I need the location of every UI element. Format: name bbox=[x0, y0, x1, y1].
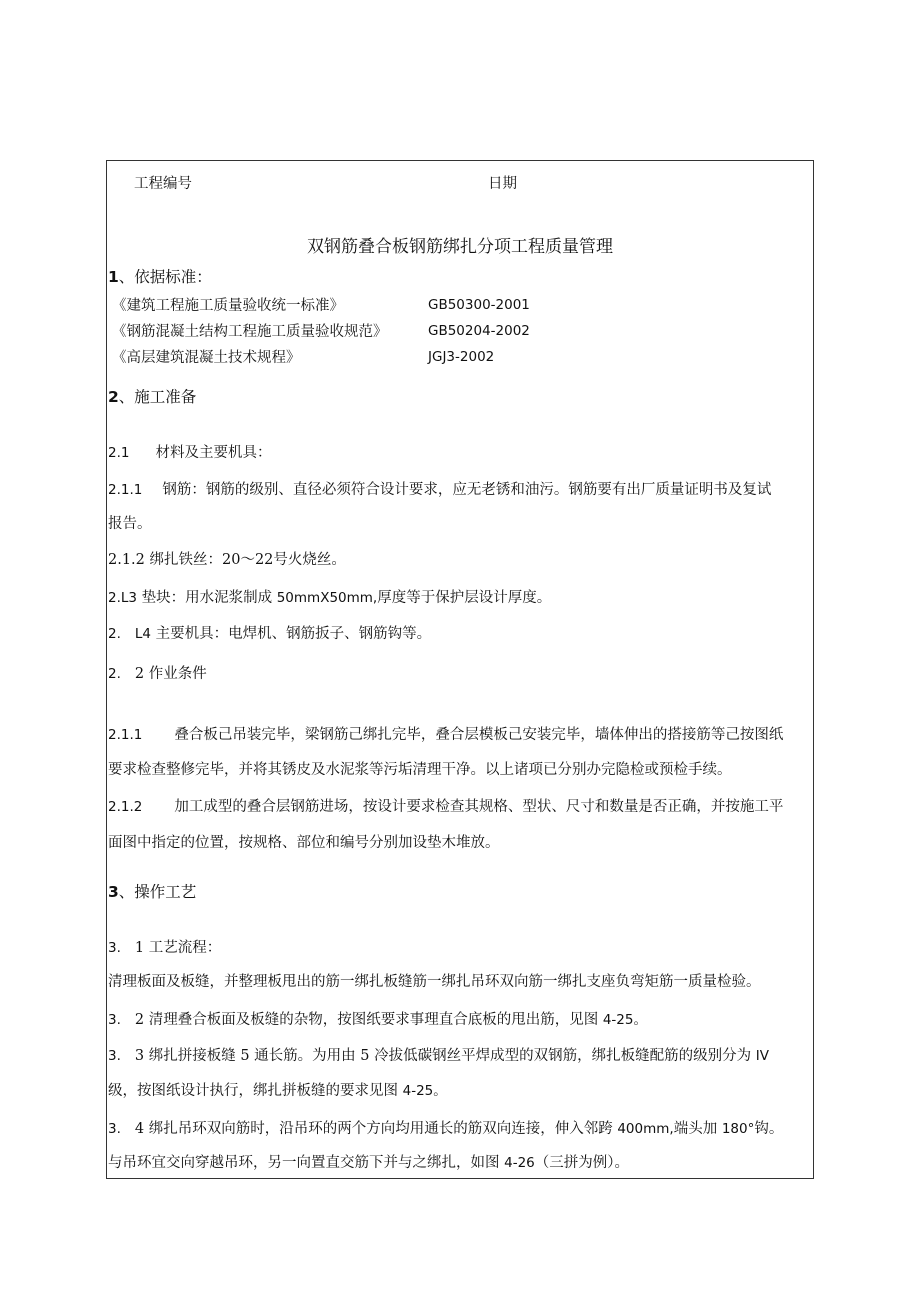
para-2-1-2: 2.1.2 绑扎铁丝：20～22号火烧丝。 bbox=[108, 552, 346, 568]
para-3-2 bbox=[108, 1013, 647, 1028]
section-3-number: 3 bbox=[108, 883, 119, 901]
para-cond-a-line1 bbox=[108, 728, 783, 743]
para-3-4-number: 3. bbox=[108, 1121, 121, 1137]
para-2-l3-number: 2.L3 bbox=[108, 590, 137, 606]
para-cond-b-text: 加工成型的叠合层钢筋进场，按设计要求检查其规格、型状、尺寸和数量是否正确，并按施工平 bbox=[174, 799, 784, 815]
para-cond-b-line2: 面图中指定的位置，按规格、部位和编号分别加设垫木堆放。 bbox=[108, 835, 500, 851]
para-2-l3 bbox=[108, 591, 551, 606]
para-cond-a-number: 2.1.1 bbox=[108, 727, 143, 743]
para-3-2-figure-ref: 4-25。 bbox=[602, 1012, 647, 1028]
section-3-title: 、操作工艺 bbox=[118, 883, 197, 901]
date-label: 日期 bbox=[488, 176, 517, 192]
para-2-1 bbox=[108, 446, 271, 461]
para-2-1-1-line1 bbox=[108, 483, 771, 498]
para-3-4-line2-text1: 与吊环宜交向穿越吊环，另一向置直交筋下并与之绑扎，如图 bbox=[108, 1155, 505, 1171]
para-3-3-text: 3 绑扎拼接板缝 5 通长筋。为用由 5 冷拔低碳钢丝平焊成型的双钢筋，绑扎板缝配筋的级别分为 bbox=[134, 1048, 756, 1064]
section-2-heading bbox=[108, 385, 196, 407]
para-2-l4-number: 2. bbox=[108, 626, 121, 642]
para-2-2-number: 2. bbox=[108, 666, 121, 682]
para-3-4-text2: 端头加 bbox=[673, 1121, 722, 1137]
para-cond-a-line2: 要求检查整修完毕，并将其锈皮及水泥浆等污垢清理干净。以上诸项已分别办完隐检或预检手续。 bbox=[108, 762, 732, 778]
para-3-4-text1: 4 绑扎吊环双向筋时，沿吊环的两个方向均用通长的筋双向连接，伸入邻跨 bbox=[134, 1121, 618, 1137]
section-1-number: 1 bbox=[108, 268, 119, 286]
para-3-4-line2 bbox=[108, 1156, 629, 1171]
para-2-1-1-number: 2.1.1 bbox=[108, 482, 143, 498]
para-3-3-number: 3. bbox=[108, 1048, 121, 1064]
para-cond-b-number: 2.1.2 bbox=[108, 799, 143, 815]
section-2-number: 2 bbox=[108, 388, 119, 406]
para-3-4-line2-text2: （三拼为例）。 bbox=[534, 1155, 629, 1171]
para-2-l4 bbox=[108, 627, 431, 642]
para-3-1-text: 1 工艺流程： bbox=[134, 940, 222, 956]
para-3-3-line1 bbox=[108, 1049, 769, 1064]
para-2-1-number: 2.1 bbox=[108, 445, 130, 461]
para-2-l3-dimension: 50mmX50mm, bbox=[276, 590, 378, 606]
para-3-3-grade: IV bbox=[755, 1048, 769, 1064]
para-2-1-1-text: 钢筋：钢筋的级别、直径必须符合设计要求，应无老锈和油污。钢筋要有出厂质量证明书及复试 bbox=[162, 482, 772, 498]
section-2-title: 、施工准备 bbox=[118, 388, 197, 406]
para-3-2-text: 2 清理叠合板面及板缝的杂物，按图纸要求事理直合底板的甩出筋，见图 bbox=[134, 1012, 603, 1028]
para-2-1-1-line2: 报告。 bbox=[108, 516, 152, 532]
para-3-2-number: 3. bbox=[108, 1012, 121, 1028]
para-3-3-line2 bbox=[108, 1084, 447, 1099]
para-3-1-number: 3. bbox=[108, 940, 121, 956]
section-1-title: 、依据标准： bbox=[118, 268, 212, 286]
para-3-3-line2-text: 级，按图纸设计执行，绑扎拼板缝的要求见图 bbox=[108, 1083, 403, 1099]
standard-2-name: 《钢筋混凝土结构工程施工质量验收规范》 bbox=[112, 324, 388, 340]
standard-2-code: GB50204-2002 bbox=[428, 323, 530, 339]
standard-1-code: GB50300-2001 bbox=[428, 297, 530, 313]
para-3-1 bbox=[108, 941, 221, 956]
para-2-l3-text2: 厚度等于保护层设计厚度。 bbox=[377, 590, 552, 606]
standard-3-name: 《高层建筑混凝土技术规程》 bbox=[112, 350, 301, 366]
para-2-l3-text1: 垫块：用水泥浆制成 bbox=[137, 590, 277, 606]
section-3-heading bbox=[108, 880, 196, 902]
para-2-2-text: 2 作业条件 bbox=[134, 666, 207, 682]
para-3-4-text3: 钩。 bbox=[754, 1121, 784, 1137]
para-2-2 bbox=[108, 667, 207, 682]
standard-3-code: JGJ3-2002 bbox=[428, 349, 495, 365]
para-2-l4-number2: L4 bbox=[134, 626, 152, 642]
para-process-flow: 清理板面及板缝，并整理板甩出的筋一绑扎板缝筋一绑扎吊环双向筋一绑扎支座负弯矩筋一质量检验。 bbox=[108, 974, 761, 990]
para-cond-b-line1 bbox=[108, 800, 783, 815]
para-3-4-figure-ref: 4-26 bbox=[504, 1155, 535, 1171]
para-3-4-degree: 180° bbox=[721, 1121, 755, 1137]
para-3-3-figure-ref: 4-25。 bbox=[402, 1083, 447, 1099]
para-3-4-line1 bbox=[108, 1122, 783, 1137]
standard-1-name: 《建筑工程施工质量验收统一标准》 bbox=[112, 298, 344, 314]
section-1-heading bbox=[108, 265, 212, 287]
para-2-l4-text: 主要机具：电焊机、钢筋扳子、钢筋钩等。 bbox=[151, 626, 432, 642]
para-3-4-length: 400mm, bbox=[617, 1121, 674, 1137]
document-title: 双钢筋叠合板钢筋绑扎分项工程质量管理 bbox=[307, 237, 613, 257]
project-number-label: 工程编号 bbox=[134, 176, 192, 192]
para-cond-a-text: 叠合板己吊装完毕，梁钢筋己绑扎完毕，叠合层模板己安装完毕，墙体伸出的搭接筋等己按图纸 bbox=[174, 727, 784, 743]
para-2-1-text: 材料及主要机具： bbox=[155, 445, 272, 461]
